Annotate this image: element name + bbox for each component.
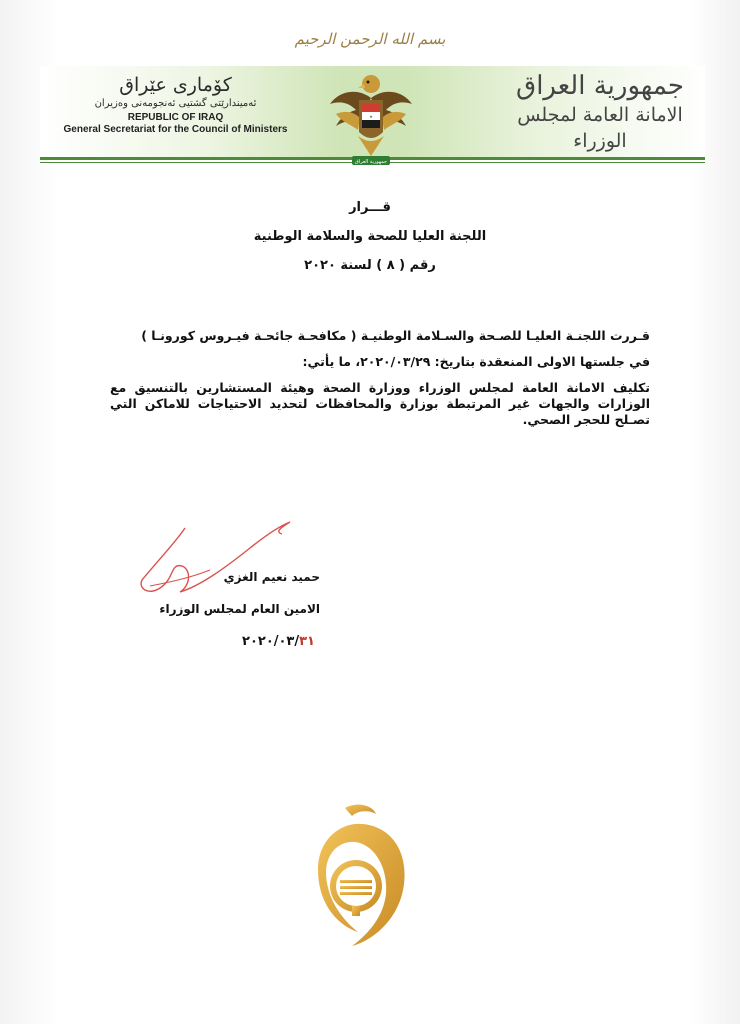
body-line-session: في جلستها الاولى المنعقدة بتاريخ: ٢٠٢٠/٠٣/٢٩، ما يأتي: <box>302 354 650 369</box>
body-line-assignment: تكليف الامانة العامة لمجلس الوزراء ووزارة الصحة وهيئة المستشارين بالتنسيق مع الوزارات والجهات غير المرتبطة بوزارة والمحافظات لتحديد الاحتياجات للاماكن التي تصـلح للحجر الصحي. <box>110 380 650 427</box>
iraq-eagle-emblem-icon <box>328 70 414 170</box>
signature-date <box>140 634 315 649</box>
body-line-resolution: قـررت اللجنـة العليـا للصـحة والسـلامة الوطنيـة ( مكافحـة جائحـة فيـروس كورونـا ) <box>141 328 650 343</box>
arabic-subtitle: الامانة العامة لمجلس الوزراء <box>517 104 683 152</box>
arabic-title: جمهورية العراق <box>516 71 684 101</box>
decision-body <box>110 328 650 438</box>
english-title: REPUBLIC OF IRAQ <box>127 112 224 123</box>
signatory-name: حميد نعيم الغزي <box>223 570 320 584</box>
kurdish-subtitle: ئه‌ميندارێتى گشتيى ئه‌نجومه‌نى وه‌زيران <box>94 98 257 109</box>
handwritten-signature-icon <box>130 508 300 608</box>
signature-date-day: ٣١ <box>299 634 315 649</box>
decision-number: رقم ( ٨ ) لسنة ٢٠٢٠ <box>304 258 436 273</box>
decision-title-block <box>0 200 740 273</box>
svg-text:★: ★ <box>369 114 373 119</box>
kurdish-title: كۆمارى عێراق <box>119 74 232 96</box>
signatory-title: الامين العام لمجلس الوزراء <box>159 602 320 616</box>
letterhead-right-block <box>495 70 705 154</box>
letterhead-left-block <box>58 74 293 135</box>
decision-heading: قـــرار <box>349 200 391 215</box>
signature-date-prefix: ٢٠٢٠/٠٣/ <box>242 634 300 649</box>
emblem-scroll-text: جمهورية العراق <box>354 159 388 165</box>
committee-name: اللجنة العليا للصحة والسلامة الوطنية <box>253 229 487 244</box>
microphone-logo-icon <box>300 800 420 950</box>
basmala: بسم الله الرحمن الرحيم <box>294 30 446 48</box>
english-subtitle: General Secretariat for the Council of Ministers <box>63 124 288 135</box>
